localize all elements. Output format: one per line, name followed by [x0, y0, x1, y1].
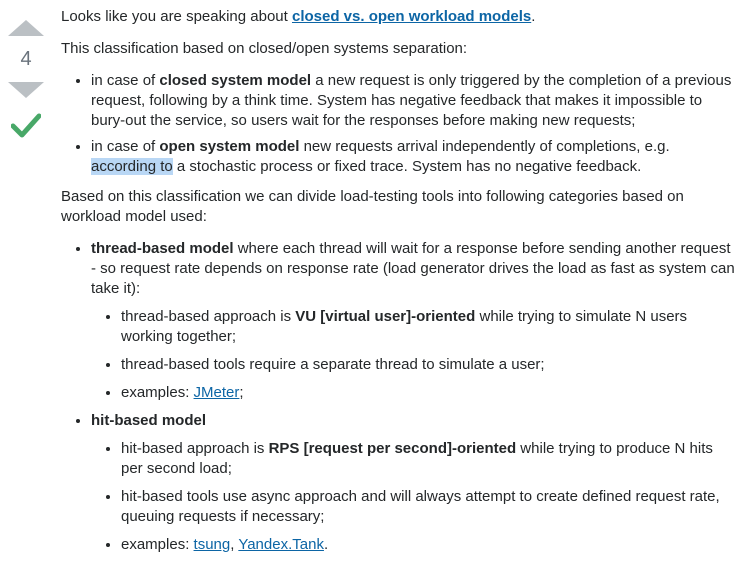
open-description-mid: new requests arrival independently of completions, e.g. — [299, 138, 670, 155]
tsung-link[interactable]: tsung — [193, 536, 231, 553]
list-item-open-system — [91, 137, 736, 177]
sub-text: while trying to simulate N users working together; — [121, 308, 688, 345]
sub-text: thread-based approach is — [121, 308, 296, 325]
list-item: • hit-based tools use async approach and will always attempt to create defined request rate, queuing requests if necessary; — [121, 487, 736, 527]
list-item — [121, 535, 736, 555]
list-item — [121, 307, 736, 347]
list-item — [121, 383, 736, 403]
closed-open-workload-link[interactable]: closed vs. open workload models — [291, 8, 532, 25]
accepted-check-icon — [11, 112, 41, 138]
examples-end: . — [323, 536, 329, 553]
list-item: • thread-based tools require a separate thread to simulate a user; — [121, 355, 736, 375]
downvote-arrow-icon[interactable] — [8, 82, 44, 98]
vote-cell — [0, 0, 52, 138]
closed-system-term: closed system model — [159, 72, 312, 89]
intro-end: . — [531, 8, 536, 25]
list-item — [121, 439, 736, 479]
thread-based-description: where each thread will wait for a response before sending another request - so request rate depends on response rate (load generator drives the load as fast as system can take it): — [91, 240, 735, 297]
answer-body — [61, 7, 736, 565]
list-item-thread-based — [91, 239, 736, 403]
vote-count: 4 — [20, 48, 32, 70]
upvote-arrow-icon[interactable] — [8, 20, 44, 36]
intro-text: Looks like you are speaking about — [61, 8, 292, 25]
open-pre: in case of — [91, 138, 160, 155]
list-item-hit-based — [91, 411, 736, 555]
thread-based-sublist — [91, 307, 736, 403]
intro-paragraph — [61, 7, 736, 27]
open-system-term: open system model — [159, 138, 300, 155]
closed-pre: in case of — [91, 72, 160, 89]
classification-paragraph: This classification based on closed/open systems separation: — [61, 40, 468, 57]
vu-oriented-term: VU [virtual user]-oriented — [295, 308, 476, 325]
jmeter-link[interactable]: JMeter — [193, 384, 240, 401]
open-description-end: a stochastic process or fixed trace. System has no negative feedback. — [172, 158, 642, 175]
rps-oriented-term: RPS [request per second]-oriented — [268, 440, 517, 457]
hit-based-term: hit-based model — [91, 412, 207, 429]
thread-based-term: thread-based model — [91, 240, 234, 257]
list-item-closed-system — [91, 71, 736, 131]
examples-label: examples: — [121, 536, 194, 553]
hit-based-sublist — [91, 439, 736, 555]
based-on-paragraph: Based on this classification we can divide load-testing tools into following categories based on workload model used: — [61, 188, 684, 225]
examples-label: examples: — [121, 384, 194, 401]
yandex-tank-link[interactable]: Yandex.Tank — [238, 536, 324, 553]
examples-separator: , — [230, 536, 239, 553]
sub-text: while trying to produce N hits per second load; — [121, 440, 713, 477]
selected-text-highlight: according to — [91, 158, 173, 175]
system-model-list — [61, 71, 736, 177]
examples-end: ; — [239, 384, 244, 401]
sub-text: hit-based approach is — [121, 440, 269, 457]
tool-category-list — [61, 239, 736, 555]
closed-description: a new request is only triggered by the completion of a previous request, following by a think time. System has negative feedback that makes it impossible to bury-out the service, so users wait for the responses before making new requests; — [91, 72, 732, 129]
